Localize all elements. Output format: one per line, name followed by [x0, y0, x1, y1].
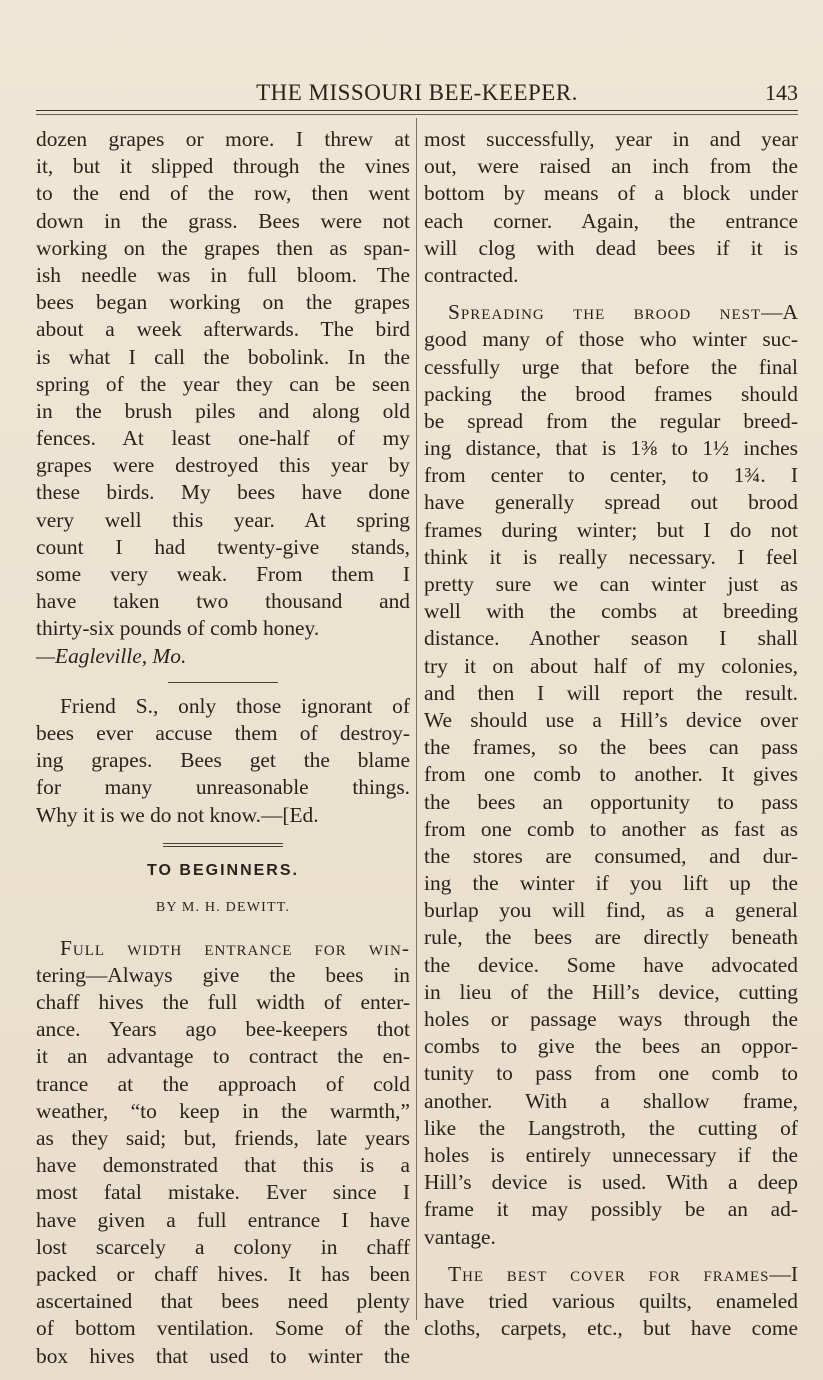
text-line: good many of those who winter suc-: [424, 327, 798, 352]
spreading-subhead-line: [424, 299, 798, 326]
text-line: packing the brood frames should: [424, 381, 798, 406]
cover-subhead-rest: —I: [769, 1261, 798, 1286]
article-continuation: [424, 126, 798, 289]
text-line: frames during winter; but I do not: [424, 517, 798, 542]
letter-signature: —Eagleville, Mo.: [36, 643, 187, 668]
text-line: cessfully urge that before the final: [424, 354, 798, 379]
text-line: Hill’s device is used. With a deep: [424, 1170, 798, 1195]
text-line: it an advantage to contract the en-: [36, 1044, 410, 1069]
text-line: and then I will report the result.: [424, 680, 798, 705]
column-divider: [416, 118, 417, 1320]
text-line: contracted.: [424, 262, 519, 287]
cover-subhead-line: [424, 1261, 798, 1288]
cover-text: [424, 1288, 798, 1342]
text-line: bottom by means of a block under: [424, 181, 798, 206]
header-rule-lower: [36, 114, 798, 115]
text-line: vantage.: [424, 1224, 496, 1249]
editor-note: [36, 693, 410, 829]
text-line: packed or chaff hives. It has been: [36, 1261, 410, 1286]
text-line: these birds. My bees have done: [36, 480, 410, 505]
spreading-text: [424, 326, 798, 1250]
text-line: most fatal mistake. Ever since I: [36, 1180, 410, 1205]
text-line: some very weak. From them I: [36, 562, 410, 586]
text-line: from one comb to another as fast as: [424, 816, 798, 841]
text-line: ing distance, that is 1⅜ to 1½ inches: [424, 436, 798, 461]
text-line: in the brush piles and along old: [36, 398, 410, 423]
text-line: thirty-six pounds of comb honey.: [36, 616, 320, 641]
text-line: in lieu of the Hill’s device, cutting: [424, 979, 798, 1004]
text-line: rule, the bees are directly beneath: [424, 925, 798, 950]
separator-rule: [168, 682, 278, 683]
text-line: out, were raised an inch from the: [424, 154, 798, 179]
text-line: combs to give the bees an oppor-: [424, 1034, 798, 1059]
running-header: [36, 78, 798, 110]
text-line: down in the grass. Bees were not: [36, 208, 410, 233]
text-line: pretty sure we can winter just as: [424, 572, 798, 596]
text-line: have taken two thousand and: [36, 589, 410, 614]
article-subhead: Full width entrance for win-: [60, 935, 410, 960]
text-line: ance. Years ago bee-keepers thot: [36, 1017, 410, 1042]
text-line: bees ever accuse them of destroy-: [36, 720, 410, 745]
spreading-subhead: Spreading the brood nest: [448, 300, 762, 325]
text-line: frame it may possibly be an ad-: [424, 1197, 798, 1222]
text-line: dozen grapes or more. I threw at: [36, 127, 410, 151]
text-line: the frames, so the bees can pass: [424, 735, 798, 760]
text-line: holes is entirely unnecessary if the: [424, 1142, 798, 1167]
text-line: for many unreasonable things.: [36, 775, 410, 800]
text-line: grapes were destroyed this year by: [36, 453, 410, 478]
text-line: box hives that used to winter the: [36, 1343, 410, 1368]
text-line: to the end of the row, then went: [36, 181, 410, 206]
text-line: well with the combs at breeding: [424, 599, 798, 624]
text-line: the bees an opportunity to pass: [424, 789, 798, 814]
text-line: about a week afterwards. The bird: [36, 317, 410, 342]
text-line: bees began working on the grapes: [36, 290, 410, 315]
text-line: count I had twenty-give stands,: [36, 534, 410, 559]
text-line: We should use a Hill’s device over: [424, 707, 798, 732]
text-line: ing the winter if you lift up the: [424, 871, 798, 896]
text-line: working on the grapes then as span-: [36, 235, 410, 260]
section-title: TO BEGINNERS.: [147, 861, 299, 879]
letter-text: [36, 126, 410, 643]
section-separator: [163, 843, 283, 847]
article-text: [36, 962, 410, 1370]
text-line: try it on about half of my colonies,: [424, 653, 798, 678]
text-line: most successfully, year in and year: [424, 127, 798, 151]
text-line: the device. Some have advocated: [424, 952, 798, 977]
text-line: think it is really necessary. I feel: [424, 544, 798, 569]
text-line: burlap you will find, as a general: [424, 898, 798, 923]
article-byline: BY M. H. DEWITT.: [155, 899, 291, 915]
spreading-subhead-rest: —A: [761, 300, 798, 325]
text-line: holes or passage ways through the: [424, 1007, 798, 1031]
text-line: be spread from the regular breed-: [424, 408, 798, 433]
page-number: 143: [765, 80, 798, 105]
text-line: ing grapes. Bees get the blame: [36, 748, 410, 773]
text-line: chaff hives the full width of enter-: [36, 990, 410, 1015]
header-rule: [36, 110, 798, 111]
text-line: fences. At least one-half of my: [36, 426, 410, 451]
text-line: have demonstrated that this is a: [36, 1153, 410, 1178]
journal-title: THE MISSOURI BEE-KEEPER.: [256, 80, 578, 105]
text-line: lost scarcely a colony in chaff: [36, 1234, 410, 1259]
text-line: each corner. Again, the entrance: [424, 208, 798, 233]
text-line: of bottom ventilation. Some of the: [36, 1316, 410, 1341]
text-line: tering—Always give the bees in: [36, 962, 410, 987]
text-line: weather, “to keep in the warmth,”: [36, 1098, 410, 1123]
text-line: from center to center, to 1¾. I: [424, 463, 798, 488]
right-column: [424, 126, 798, 1342]
text-line: have generally spread out brood: [424, 490, 798, 515]
left-column: [36, 126, 410, 1370]
text-line: spring of the year they can be seen: [36, 371, 410, 396]
text-line: Why it is we do not know.—[Ed.: [36, 802, 319, 827]
text-line: will clog with dead bees if it is: [424, 235, 798, 260]
text-line: ascertained that bees need plenty: [36, 1289, 410, 1314]
text-line: as they said; but, friends, late years: [36, 1126, 410, 1150]
text-line: very well this year. At spring: [36, 507, 410, 532]
paragraph-gap: [424, 1251, 798, 1261]
text-line: have tried various quilts, enameled: [424, 1288, 798, 1313]
text-line: tunity to pass from one comb to: [424, 1061, 798, 1086]
text-line: is what I call the bobolink. In the: [36, 344, 410, 369]
text-line: it, but it slipped through the vines: [36, 154, 410, 179]
text-line: distance. Another season I shall: [424, 626, 798, 651]
paragraph-gap: [424, 289, 798, 299]
text-line: have given a full entrance I have: [36, 1207, 410, 1232]
text-line: cloths, carpets, etc., but have come: [424, 1316, 798, 1341]
cover-subhead: The best cover for frames: [448, 1261, 770, 1286]
text-line: trance at the approach of cold: [36, 1071, 410, 1096]
text-line: Friend S., only those ignorant of: [60, 693, 410, 718]
text-line: ish needle was in full bloom. The: [36, 262, 410, 287]
text-line: from one comb to another. It gives: [424, 762, 798, 787]
text-line: the stores are consumed, and dur-: [424, 843, 798, 868]
text-line: another. With a shallow frame,: [424, 1088, 798, 1113]
text-line: like the Langstroth, the cutting of: [424, 1115, 798, 1140]
